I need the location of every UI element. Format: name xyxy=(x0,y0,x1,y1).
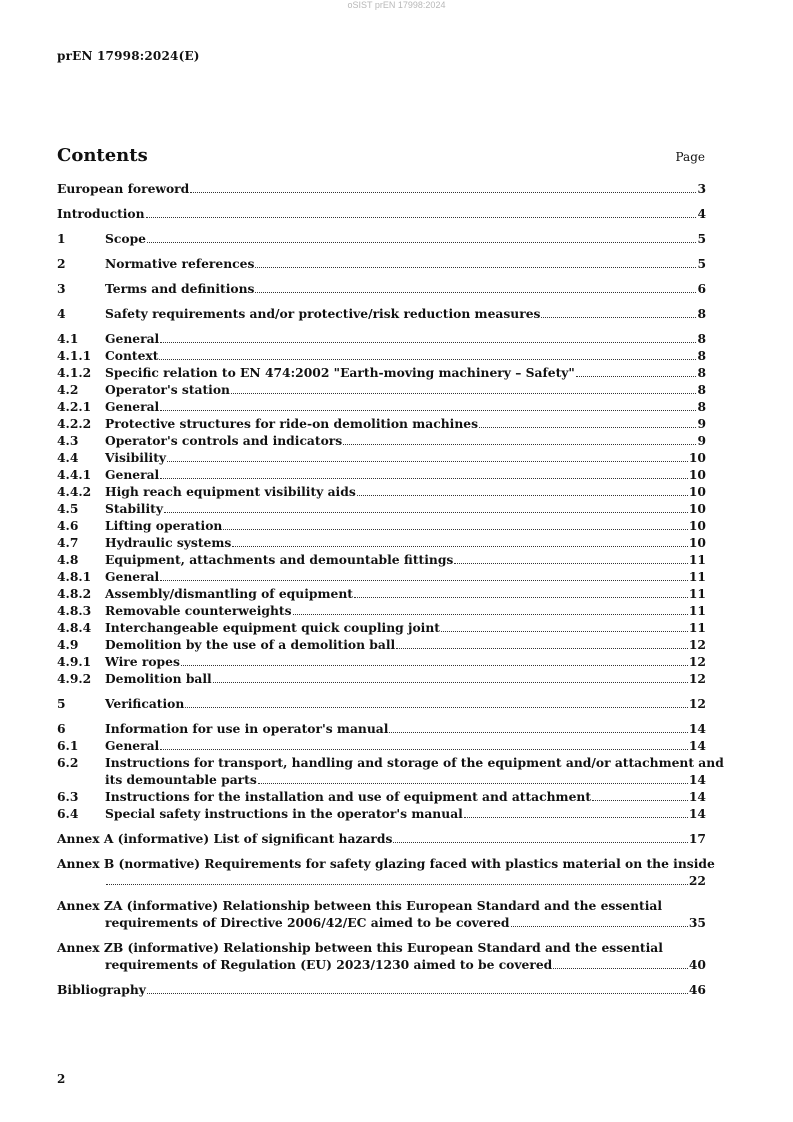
toc-page: 11 xyxy=(688,586,706,601)
leader-dots xyxy=(190,192,696,193)
leader-dots xyxy=(160,342,696,343)
toc-title-line2: requirements of Regulation (EU) 2023/1230 aimed to be covered xyxy=(105,957,553,972)
leader-dots xyxy=(255,292,696,293)
leader-dots xyxy=(511,926,688,927)
toc-page: 35 xyxy=(688,915,706,930)
leader-dots xyxy=(185,707,688,708)
leader-dots xyxy=(146,217,697,218)
leader-dots xyxy=(576,376,697,377)
toc-title: Context xyxy=(105,348,159,363)
leader-dots xyxy=(293,614,688,615)
toc-page: 10 xyxy=(688,518,706,533)
toc-page: 8 xyxy=(697,348,706,363)
toc-page: 5 xyxy=(697,231,706,246)
toc-number: 4.4.1 xyxy=(57,467,92,482)
leader-dots xyxy=(106,884,688,885)
toc-title: Bibliography xyxy=(57,982,146,997)
toc-title: General xyxy=(105,569,160,584)
toc-entry[interactable] xyxy=(57,670,706,687)
toc-entry[interactable] xyxy=(57,720,706,737)
toc-number: 4.8 xyxy=(57,552,79,567)
toc-title: Removable counterweights xyxy=(105,603,292,618)
toc-title: Visibility xyxy=(105,450,167,465)
toc-entry[interactable] xyxy=(57,305,706,322)
toc-page: 3 xyxy=(697,181,706,196)
toc-title: Operator's station xyxy=(105,382,230,397)
toc-entry-foreword[interactable] xyxy=(57,180,706,197)
toc-page: 10 xyxy=(688,467,706,482)
toc-entry[interactable] xyxy=(57,381,706,398)
toc-page: 6 xyxy=(697,281,706,296)
toc-entry[interactable] xyxy=(57,517,706,534)
leader-dots xyxy=(232,546,688,547)
leader-dots xyxy=(160,410,696,411)
toc-entry[interactable] xyxy=(57,653,706,670)
toc-number: 4.2.1 xyxy=(57,399,92,414)
toc-title: Lifting operation xyxy=(105,518,223,533)
toc-title: Demolition ball xyxy=(105,671,212,686)
toc-number: 4.4 xyxy=(57,450,79,465)
toc-page: 8 xyxy=(697,399,706,414)
toc-title-line1: Annex ZA (informative) Relationship between this European Standard and the essential xyxy=(57,898,663,913)
toc-entry[interactable] xyxy=(57,280,706,297)
toc-entry[interactable] xyxy=(57,255,706,272)
toc-title: Specific relation to EN 474:2002 "Earth-moving machinery – Safety" xyxy=(105,365,575,380)
toc-page: 10 xyxy=(688,484,706,499)
toc-entry[interactable] xyxy=(57,636,706,653)
toc-entry-bibliography[interactable] xyxy=(57,981,706,998)
toc-number: 4.1.2 xyxy=(57,365,92,380)
toc-title: Information for use in operator's manual xyxy=(105,721,389,736)
toc-number: 4.1 xyxy=(57,331,79,346)
leader-dots xyxy=(396,648,688,649)
toc-entry[interactable] xyxy=(57,695,706,712)
toc-page: 14 xyxy=(688,806,706,821)
toc-number: 4.8.1 xyxy=(57,569,92,584)
toc-entry[interactable] xyxy=(57,364,706,381)
leader-dots xyxy=(223,529,688,530)
toc-title: General xyxy=(105,738,160,753)
toc-title: Normative references xyxy=(105,256,255,271)
toc-title: Scope xyxy=(105,231,146,246)
toc-page: 10 xyxy=(688,450,706,465)
toc-number: 5 xyxy=(57,696,66,711)
toc-page: 11 xyxy=(688,620,706,635)
toc-entry-introduction[interactable] xyxy=(57,205,706,222)
toc-entry-continuation[interactable] xyxy=(57,872,706,889)
toc-number: 4.9.2 xyxy=(57,671,92,686)
toc-page: 8 xyxy=(697,306,706,321)
toc-page: 4 xyxy=(697,206,706,221)
toc-number: 1 xyxy=(57,231,66,246)
toc-entry[interactable] xyxy=(57,432,706,449)
toc-page: 8 xyxy=(697,331,706,346)
toc-entry[interactable] xyxy=(57,619,706,636)
toc-entry-continuation[interactable] xyxy=(57,914,706,931)
toc-entry[interactable] xyxy=(57,788,706,805)
leader-dots xyxy=(255,267,696,268)
toc-number: 3 xyxy=(57,281,66,296)
toc-title: Stability xyxy=(105,501,163,516)
toc-page: 22 xyxy=(688,873,706,888)
toc-page: 11 xyxy=(688,552,706,567)
toc-page: 12 xyxy=(688,671,706,686)
toc-title-line1: Annex B (normative) Requirements for safety glazing faced with plastics material on the inside xyxy=(57,856,715,871)
toc-title: General xyxy=(105,331,160,346)
leader-dots xyxy=(160,478,688,479)
toc-number: 4.8.2 xyxy=(57,586,92,601)
toc-title: Equipment, attachments and demountable fittings xyxy=(105,552,454,567)
toc-number: 4.8.3 xyxy=(57,603,92,618)
toc-page: 9 xyxy=(697,416,706,431)
page-number: 2 xyxy=(57,1072,66,1086)
toc-page: 5 xyxy=(697,256,706,271)
toc-entry[interactable] xyxy=(57,398,706,415)
toc-page: 14 xyxy=(688,772,706,787)
leader-dots xyxy=(553,968,688,969)
toc-entry[interactable] xyxy=(57,500,706,517)
toc-page: 12 xyxy=(688,696,706,711)
toc-entry[interactable] xyxy=(57,551,706,568)
toc-title: Operator's controls and indicators xyxy=(105,433,343,448)
toc-number: 6.1 xyxy=(57,738,79,753)
toc-entry[interactable] xyxy=(57,230,706,247)
leader-dots xyxy=(541,317,696,318)
leader-dots xyxy=(464,817,688,818)
toc-page: 8 xyxy=(697,382,706,397)
toc-number: 6 xyxy=(57,721,66,736)
leader-dots xyxy=(164,512,688,513)
toc-title-line2: requirements of Directive 2006/42/EC aimed to be covered xyxy=(105,915,510,930)
toc-number: 4.1.1 xyxy=(57,348,92,363)
toc-title: Safety requirements and/or protective/risk reduction measures xyxy=(105,306,541,321)
toc-title: Interchangeable equipment quick coupling joint xyxy=(105,620,440,635)
leader-dots xyxy=(213,682,688,683)
leader-dots xyxy=(354,597,688,598)
toc-entry-annex-b[interactable] xyxy=(57,855,715,872)
toc-number: 4.2.2 xyxy=(57,416,92,431)
leader-dots xyxy=(160,580,688,581)
toc-number: 4.5 xyxy=(57,501,79,516)
toc-page: 14 xyxy=(688,789,706,804)
toc-page: 12 xyxy=(688,654,706,669)
toc-title: Terms and definitions xyxy=(105,281,255,296)
toc-title: General xyxy=(105,399,160,414)
leader-dots xyxy=(258,783,688,784)
table-of-contents xyxy=(57,180,724,998)
toc-page: 14 xyxy=(688,738,706,753)
toc-page: 12 xyxy=(688,637,706,652)
toc-number: 4.7 xyxy=(57,535,79,550)
leader-dots xyxy=(231,393,696,394)
toc-page: 17 xyxy=(688,831,706,846)
leader-dots xyxy=(479,427,696,428)
toc-page: 46 xyxy=(688,982,706,997)
toc-entry-annex-za[interactable] xyxy=(57,897,706,914)
toc-title-line1: Annex ZB (informative) Relationship between this European Standard and the essential xyxy=(57,940,663,955)
toc-page: 14 xyxy=(688,721,706,736)
leader-dots xyxy=(389,732,687,733)
toc-entry-annex-a[interactable] xyxy=(57,830,706,847)
leader-dots xyxy=(160,749,688,750)
toc-title: General xyxy=(105,467,160,482)
toc-number: 4.3 xyxy=(57,433,79,448)
leader-dots xyxy=(454,563,688,564)
toc-entry[interactable] xyxy=(57,602,706,619)
toc-entry[interactable] xyxy=(57,449,706,466)
leader-dots xyxy=(167,461,688,462)
toc-title: Special safety instructions in the operator's manual xyxy=(105,806,463,821)
toc-title: Annex A (informative) List of significant hazards xyxy=(57,831,393,846)
toc-number: 4.4.2 xyxy=(57,484,92,499)
toc-entry[interactable] xyxy=(57,585,706,602)
toc-number: 4.2 xyxy=(57,382,79,397)
toc-entry[interactable] xyxy=(57,534,706,551)
toc-title: Instructions for the installation and use of equipment and attachment xyxy=(105,789,592,804)
toc-title: High reach equipment visibility aids xyxy=(105,484,356,499)
toc-entry-continuation[interactable] xyxy=(57,956,706,973)
toc-number: 6.4 xyxy=(57,806,79,821)
toc-entry-annex-zb[interactable] xyxy=(57,939,706,956)
page-column-label: Page xyxy=(675,150,705,164)
leader-dots xyxy=(147,993,688,994)
toc-entry[interactable] xyxy=(57,754,724,771)
toc-title: Wire ropes xyxy=(105,654,180,669)
toc-title: Introduction xyxy=(57,206,145,221)
toc-entry[interactable] xyxy=(57,330,706,347)
toc-entry-continuation[interactable] xyxy=(57,771,706,788)
toc-number: 4.8.4 xyxy=(57,620,92,635)
toc-title: Demolition by the use of a demolition ball xyxy=(105,637,396,652)
toc-page: 8 xyxy=(697,365,706,380)
toc-entry[interactable] xyxy=(57,483,706,500)
toc-page: 10 xyxy=(688,501,706,516)
toc-entry[interactable] xyxy=(57,347,706,364)
toc-number: 4.6 xyxy=(57,518,79,533)
toc-page: 11 xyxy=(688,603,706,618)
leader-dots xyxy=(147,242,696,243)
watermark: oSIST prEN 17998:2024 xyxy=(347,0,446,10)
toc-title: Verification xyxy=(105,696,185,711)
toc-number: 2 xyxy=(57,256,66,271)
toc-page: 40 xyxy=(688,957,706,972)
contents-heading: Contents xyxy=(57,145,148,166)
toc-entry[interactable] xyxy=(57,568,706,585)
leader-dots xyxy=(159,359,696,360)
toc-title-line1: Instructions for transport, handling and storage of the equipment and/or attachment and xyxy=(105,755,724,770)
leader-dots xyxy=(393,842,687,843)
toc-title: Assembly/dismantling of equipment xyxy=(105,586,353,601)
toc-page: 9 xyxy=(697,433,706,448)
toc-number: 4 xyxy=(57,306,66,321)
leader-dots xyxy=(181,665,688,666)
toc-page: 11 xyxy=(688,569,706,584)
toc-entry[interactable] xyxy=(57,805,706,822)
toc-entry[interactable] xyxy=(57,466,706,483)
toc-title: Hydraulic systems xyxy=(105,535,232,550)
leader-dots xyxy=(343,444,696,445)
toc-title: European foreword xyxy=(57,181,190,196)
leader-dots xyxy=(441,631,688,632)
toc-number: 4.9.1 xyxy=(57,654,92,669)
leader-dots xyxy=(357,495,688,496)
toc-entry[interactable] xyxy=(57,737,706,754)
toc-title-line2: its demountable parts xyxy=(105,772,257,787)
toc-page: 10 xyxy=(688,535,706,550)
leader-dots xyxy=(592,800,688,801)
toc-number: 4.9 xyxy=(57,637,79,652)
toc-number: 6.2 xyxy=(57,755,79,770)
document-id: prEN 17998:2024(E) xyxy=(57,49,200,63)
toc-entry[interactable] xyxy=(57,415,706,432)
toc-number: 6.3 xyxy=(57,789,79,804)
toc-title: Protective structures for ride-on demolition machines xyxy=(105,416,479,431)
